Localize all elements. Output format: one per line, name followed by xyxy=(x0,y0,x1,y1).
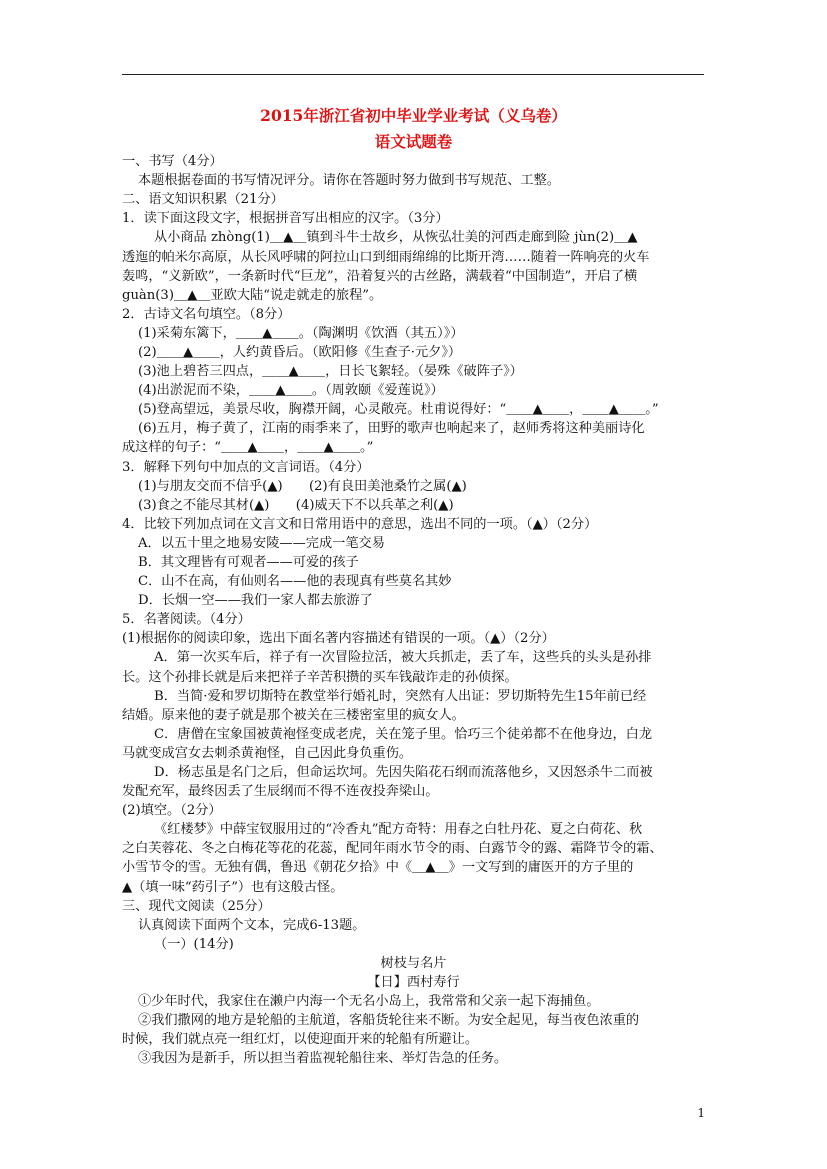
body-line: (5)登高望远，美景尽收，胸襟开阔，心灵敞亮。杜甫说得好：“＿＿▲＿＿，＿＿▲＿＿。” xyxy=(138,402,659,417)
option-line: B．当简·爱和罗切斯特在教堂举行婚礼时，突然有人出证：罗切斯特先生15年前已经 xyxy=(154,689,647,704)
option-line: D．杨志虽是名门之后，但命运坎坷。先因失陷花石纲而流落他乡，又因怒杀牛二而被 xyxy=(154,765,653,780)
option-line: A．以五十里之地易安陵——完成一笔交易 xyxy=(138,536,385,551)
option-line: D．长烟一空——我们一家人都去旅游了 xyxy=(138,593,373,608)
body-line: 小雪节令的雪。无独有偶，鲁迅《朝花夕拾》中《＿▲＿》一文写到的庸医开的方子里的 xyxy=(122,860,634,875)
section-heading: 一、书写（4分） xyxy=(122,154,223,169)
body-line: 长。这个孙排长就是后来把祥子辛苦积攒的买车钱敲诈走的孙侦探。 xyxy=(122,670,518,685)
article-author: 【日】西村寿行 xyxy=(367,975,460,990)
paragraph-line: ①少年时代，我家住在濑户内海一个无名小岛上，我常常和父亲一起下海捕鱼。 xyxy=(138,994,600,1009)
body-line: 成这样的句子：“＿＿▲＿＿，＿＿▲＿＿。” xyxy=(122,440,374,455)
option-line: C．唐僧在宝象国被黄袍怪变成老虎，关在笼子里。恰巧三个徒弟都不在他身边，白龙 xyxy=(154,727,653,742)
paragraph-line: ③我因为是新手，所以担当着监视轮船往来、举灯告急的任务。 xyxy=(138,1051,508,1066)
body-line: (3)食之不能尽其材(▲) (4)威天下不以兵革之利(▲) xyxy=(138,498,454,513)
question-line: (2)填空。（2分） xyxy=(122,803,222,818)
header-rule xyxy=(122,74,704,75)
question-line: 2．古诗文名句填空。（8分） xyxy=(122,307,291,322)
body-line: 从小商品 zhòng(1)＿▲＿镇到斗牛士故乡，从恢弘壮美的河西走廊到险 jùn(2)＿▲ xyxy=(154,230,638,245)
body-line: 轰鸣，“义新欧”，一条新时代“巨龙”，沿着复兴的古丝路，满载着“中国制造”，开启了横 xyxy=(122,269,638,284)
body-line: 透迤的帕米尔高原，从长风呼啸的阿拉山口到细雨绵绵的比斯开湾……随着一阵响亮的火车 xyxy=(122,250,650,265)
body-line: 之白芙蓉花、冬之白梅花等花的花蕊，配同年雨水节令的雨、白露节令的露、霜降节令的霜、 xyxy=(122,841,663,856)
body-line: ▲（填一味“药引子”）也有这般古怪。 xyxy=(122,880,344,895)
body-line: 马就变成宫女去刺杀黄袍怪，自己因此身负重伤。 xyxy=(122,746,413,761)
exam-subtitle: 语文试题卷 xyxy=(374,132,453,151)
body-line: (2)＿＿▲＿＿，人约黄昏后。（欧阳修《生查子·元夕》） xyxy=(138,345,462,360)
question-line: 5．名著阅读。（4分） xyxy=(122,612,251,627)
body-line: (3)池上碧苔三四点，＿＿▲＿＿，日长飞絮轻。（晏殊《破阵子》） xyxy=(138,364,523,379)
question-line: 1．读下面这段文字，根据拼音写出相应的汉字。（3分） xyxy=(122,211,449,226)
question-line: 3．解释下列句中加点的文言词语。（4分） xyxy=(122,460,370,475)
question-line: 4．比较下列加点词在文言文和日常用语中的意思，选出不同的一项。（▲）（2分） xyxy=(122,517,598,532)
option-line: A．第一次买车后，祥子有一次冒险拉活，被大兵抓走，丢了车，这些兵的头头是孙排 xyxy=(154,650,652,665)
body-line: (1)采菊东篱下，＿＿▲＿＿。（陶渊明《饮酒（其五）》） xyxy=(138,326,464,341)
body-line: 发配充军，最终因丢了生辰纲而不得不连夜投奔梁山。 xyxy=(122,784,439,799)
body-line: (4)出淤泥而不染，＿＿▲＿＿。（周敦颐《爱莲说》） xyxy=(138,383,444,398)
body-line: 结婚。原来他的妻子就是那个被关在三楼密室里的疯女人。 xyxy=(122,708,465,723)
page-number: 1 xyxy=(697,1106,705,1120)
body-line: 《红楼梦》中薛宝钗服用过的“冷香丸”配方奇特：用春之白牡丹花、夏之白荷花、秋 xyxy=(154,822,643,837)
question-line: (1)根据你的阅读印象，选出下面名著内容描述有错误的一项。（▲）（2分） xyxy=(122,631,555,646)
body-line: 认真阅读下面两个文本，完成6-13题。 xyxy=(138,918,366,933)
article-title: 树枝与名片 xyxy=(380,956,447,971)
exam-title: 2015年浙江省初中毕业学业考试（义乌卷） xyxy=(260,106,567,125)
body-line: (6)五月，梅子黄了，江南的雨季来了，田野的歌声也响起来了，赵师秀将这种美丽诗化 xyxy=(138,421,645,436)
body-line: 本题根据卷面的书写情况评分。请你在答题时努力做到书写规范、工整。 xyxy=(138,173,560,188)
body-line: (1)与朋友交而不信乎(▲) (2)有良田美池桑竹之属(▲) xyxy=(138,479,467,494)
option-line: B．其文理皆有可观者——可爱的孩子 xyxy=(138,555,359,570)
paragraph-line: 时候，我们就点亮一组红灯，以使迎面开来的轮船有所避让。 xyxy=(122,1032,479,1047)
section-heading: 三、现代文阅读（25分） xyxy=(122,899,271,914)
paragraph-line: ②我们撒网的地方是轮船的主航道，客船货轮往来不断。为安全起见，每当夜色浓重的 xyxy=(138,1013,640,1028)
section-heading: 二、语文知识积累（21分） xyxy=(122,192,284,207)
subsection-heading: （一）(14分) xyxy=(154,937,234,952)
body-line: guàn(3)＿▲＿亚欧大陆“说走就走的旅程”。 xyxy=(122,288,383,303)
option-line: C．山不在高，有仙则名——他的表现真有些莫名其妙 xyxy=(138,574,452,589)
